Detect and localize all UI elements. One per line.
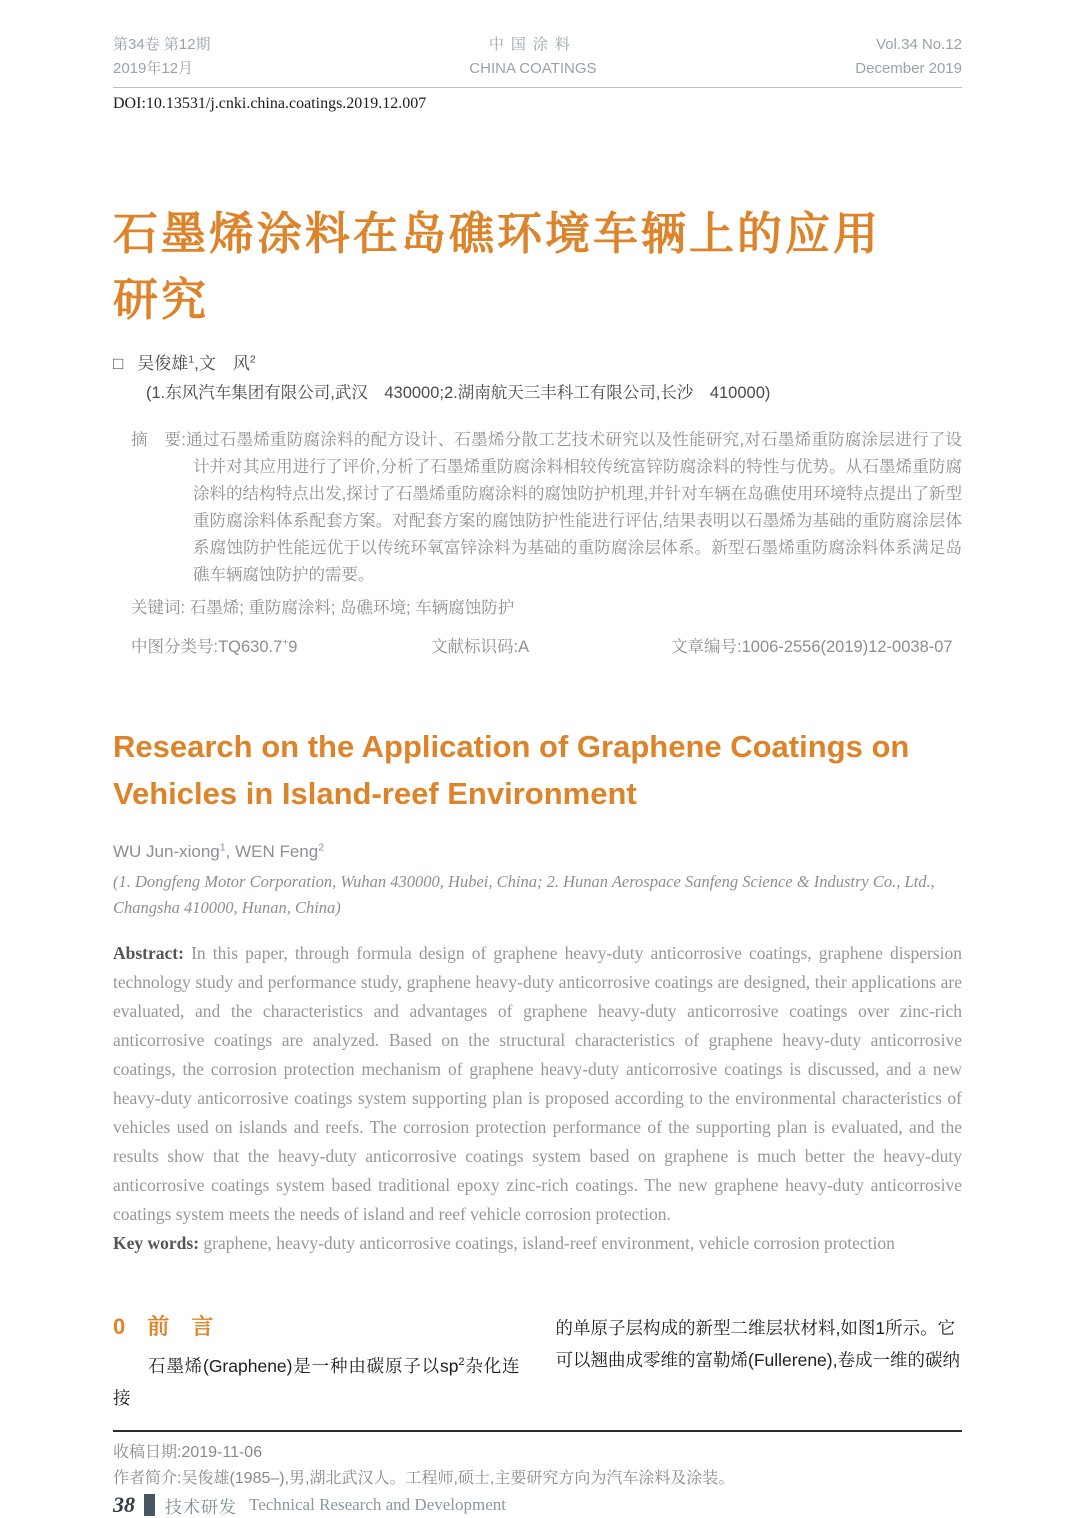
page-number: 38: [113, 1492, 135, 1517]
affiliation-cn: (1.东风汽车集团有限公司,武汉 430000;2.湖南航天三丰科工有限公司,长沙 410000): [146, 384, 771, 402]
article-number: [671, 634, 953, 661]
abstract-en: [113, 939, 962, 1229]
column-left: [113, 1312, 520, 1414]
author-marker-square: □: [113, 354, 124, 373]
article-no-value: 1006-2556(2019)12-0038-07: [741, 638, 953, 656]
header-volume-issue-cn: 第34卷 第12期: [113, 36, 211, 53]
classification-row: [131, 634, 962, 661]
section-title: 前 言: [147, 1314, 214, 1339]
abstract-cn-text: 通过石墨烯重防腐涂料的配方设计、石墨烯分散工艺技术研究以及性能研究,对石墨烯重防腐涂层进行了设计并对其应用进行了评价,分析了石墨烯重防腐涂料相较传统富锌防腐涂料的特性与优势。从石墨烯重防腐涂料的结构特点出发,探讨了石墨烯重防腐涂料的腐蚀防护机理,并针对车辆在岛礁使用环境特点提出了新型重防腐涂料体系配套方案。对配套方案的腐蚀防护性能进行评估,结果表明以石墨烯为基础的重防腐涂层体系腐蚀防护性能远优于以传统环氧富锌涂料为基础的重防腐涂层体系。新型石墨烯重防腐涂料体系满足岛礁车辆腐蚀防护的需要。: [185, 431, 962, 584]
intro-paragraph-right: [556, 1312, 963, 1376]
journal-header: [113, 0, 962, 88]
authors-cn: [113, 351, 962, 377]
title-cn-line2: 研究: [113, 274, 210, 325]
header-issue-en: [855, 33, 962, 81]
keywords-en-label: Key words:: [113, 1233, 200, 1253]
title-cn-line1: 石墨烯涂料在岛礁环境车辆上的应用: [113, 208, 882, 259]
header-date-cn: 2019年12月: [113, 60, 194, 77]
author-cn-1-sup: 1: [188, 353, 195, 366]
clc-base: TQ630.7: [218, 638, 283, 656]
keywords-cn-label: 关键词:: [131, 599, 186, 617]
intro-right-line1: 的单原子层构成的新型二维层状材料,如图1所示。它: [555, 1318, 956, 1338]
title-en-line1: Research on the Application of Graphene Coatings on: [113, 729, 910, 764]
doi-line: DOI:10.13531/j.cnki.china.coatings.2019.12.007: [113, 95, 427, 112]
footnote-block: [113, 1430, 962, 1492]
journal-name-cn: 中国涂料: [488, 36, 577, 53]
doc-code-value: A: [518, 638, 530, 656]
header-issue-cn: [113, 33, 211, 81]
column-right: [556, 1312, 963, 1414]
body-columns: [113, 1312, 962, 1414]
author-bio: 作者简介:吴俊雄(1985–),男,湖北武汉人。工程师,硕士,主要研究方向为汽车涂料及涂装。: [113, 1470, 735, 1487]
section-number: 0: [113, 1314, 126, 1339]
footer-column-en: Technical Research and Development: [249, 1495, 507, 1514]
affiliation-en: (1. Dongfeng Motor Corporation, Wuhan 430000, Hubei, China; 2. Hunan Aerospace Sanfeng Science & Industry Co., Ltd., Changsha 410000, Hunan, China): [113, 872, 935, 917]
author-en-2: , WEN Feng: [225, 842, 319, 861]
footer-column-cn: 技术研发: [165, 1497, 237, 1517]
received-date: 收稿日期:2019-11-06: [113, 1444, 263, 1461]
keywords-en: [113, 1229, 962, 1258]
intro-text-b: 杂化连接: [113, 1356, 520, 1408]
footer-divider-bar: [144, 1494, 155, 1516]
article-no-label: 文章编号:: [671, 638, 742, 656]
doc-code-label: 文献标识码:: [431, 638, 519, 656]
document-code: [431, 634, 671, 661]
header-volume-issue-en: Vol.34 No.12: [876, 36, 962, 53]
keywords-cn-text: 石墨烯; 重防腐涂料; 岛礁环境; 车辆腐蚀防护: [189, 599, 515, 617]
intro-text-sup: 2: [458, 1356, 465, 1369]
intro-paragraph-left: [113, 1350, 520, 1414]
journal-name-en: CHINA COATINGS: [469, 60, 597, 77]
clc-number: [131, 634, 431, 661]
keywords-en-text: graphene, heavy-duty anticorrosive coatings, island-reef environment, vehicle corrosion protection: [203, 1233, 895, 1253]
author-en-1: WU Jun-xiong: [113, 842, 220, 861]
article-title-cn: [113, 201, 962, 333]
abstract-en-text: In this paper, through formula design of graphene heavy-duty anticorrosive coatings, graphene dispersion technology study and performance study, graphene heavy-duty anticorrosive coatings are designed, their applications are evaluated, and the characteristics and advantages of graphene heavy-duty anticorrosive coatings over zinc-rich anticorrosive coatings are analyzed. Based on the structural characteristics of graphene heavy-duty anticorrosive coatings, the corrosion protection mechanism of graphene heavy-duty anticorrosive coatings is discussed, and a new heavy-duty anticorrosive coatings system supporting plan is proposed according to the environmental characteristics of vehicles used on islands and reefs. The corrosion protection performance of the supporting plan is evaluated, and the results show that the heavy-duty anticorrosive coatings system based on graphene is much better the heavy-duty anticorrosive coatings system based traditional epoxy zinc-rich coatings. The new graphene heavy-duty anticorrosive coatings system meets the needs of island and reef vehicle corrosion protection.: [113, 943, 962, 1224]
header-journal-name: [469, 33, 596, 81]
section-0-heading: [113, 1312, 520, 1342]
clc-label: 中图分类号:: [131, 638, 219, 656]
intro-text-a: 石墨烯(Graphene)是一种由碳原子以sp: [148, 1356, 459, 1376]
author-cn-1: 吴俊雄: [137, 354, 189, 373]
author-en-1-sup: 1: [219, 841, 226, 854]
authors-en: [113, 839, 962, 865]
abstract-cn: [131, 427, 962, 589]
clc-sup: +: [282, 637, 289, 649]
article-title-en: [113, 723, 962, 817]
intro-right-line2: 可以翘曲成零维的富勒烯(Fullerene),卷成一维的碳纳: [555, 1350, 960, 1370]
author-en-2-sup: 2: [318, 841, 325, 854]
abstract-en-label: Abstract:: [113, 943, 184, 963]
author-cn-2-sup: 2: [249, 353, 256, 366]
title-en-line2: Vehicles in Island-reef Environment: [113, 776, 637, 811]
abstract-cn-label: 摘 要:: [131, 431, 186, 449]
clc-tail: 9: [288, 638, 298, 656]
author-cn-2: ,文 风: [194, 354, 250, 373]
page-footer: [113, 1492, 962, 1518]
header-date-en: December 2019: [855, 60, 962, 77]
keywords-cn: [131, 595, 962, 622]
